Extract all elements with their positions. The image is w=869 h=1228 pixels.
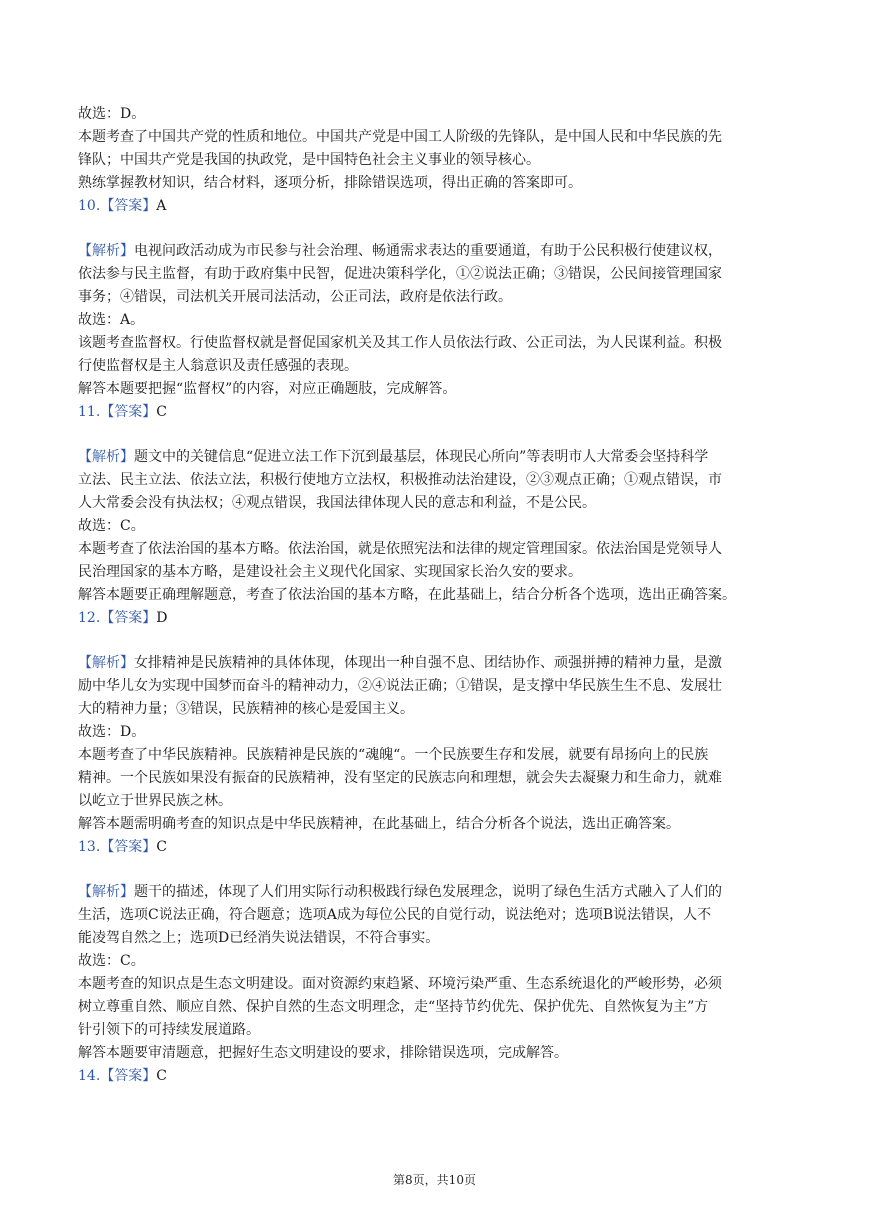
text-line: 民治理国家的基本方略，是建设社会主义现代化国家、实现国家长治久安的要求。 (78, 564, 582, 580)
text-line: 针引领下的可持续发展道路。 (78, 1022, 260, 1038)
question-number: 10. (78, 198, 101, 214)
text-line: 树立尊重自然、顺应自然、保护自然的生态文明理念，走“坚持节约优先、保护优先、自然恢复为主”方 (78, 999, 709, 1015)
text-line: 精神。一个民族如果没有振奋的民族精神，没有坚定的民族志向和理想，就会失去凝聚力和生命力，就难 (78, 770, 722, 786)
text-block (78, 103, 798, 195)
question-number: 14. (78, 1068, 101, 1084)
text-line: 以屹立于世界民族之林。 (78, 793, 232, 809)
page-footer: 第8页，共10页 (393, 1173, 476, 1187)
question-number: 12. (78, 610, 101, 626)
answer-value: D (156, 610, 168, 626)
answer-14 (78, 1065, 798, 1088)
text-line: 人大常委会没有执法权；④观点错误，我国法律体现人民的意志和利益，不是公民。 (78, 495, 596, 511)
text-line: 依法参与民主监督，有助于政府集中民智，促进决策科学化，①②说法正确；③错误，公民间接管理国家 (78, 266, 722, 282)
analysis-first-line: 题干的描述，体现了人们用实际行动积极践行绿色发展理念，说明了绿色生活方式融入了人们的 (134, 884, 722, 900)
text-line: 该题考查监督权。行使监督权就是督促国家机关及其工作人员依法行政、公正司法，为人民谋利益。积极 (78, 335, 722, 351)
text-line: 事务；④错误，司法机关开展司法活动，公正司法，政府是依法行政。 (78, 289, 512, 305)
text-line: 解答本题要正确理解题意，考查了依法治国的基本方略，在此基础上，结合分析各个选项，选出正确答案。 (78, 587, 736, 603)
analysis-tag: 【解析】 (78, 655, 134, 671)
answer-12 (78, 607, 798, 630)
answer-tag: 【答案】 (100, 839, 157, 855)
text-line: 生活，选项C说法正确，符合题意；选项A成为每位公民的自觉行动，说法绝对；选项B说法错误，人不 (78, 907, 712, 923)
answer-tag: 【答案】 (100, 610, 157, 626)
answer-11 (78, 401, 798, 424)
answer-value: C (156, 1068, 167, 1084)
answer-13 (78, 836, 798, 859)
text-line: 本题考查的知识点是生态文明建设。面对资源约束趋紧、环境污染严重、生态系统退化的严峻形势，必须 (78, 976, 722, 992)
text-line: 解答本题要审清题意，把握好生态文明建设的要求，排除错误选项，完成解答。 (78, 1045, 568, 1061)
text-line: 大的精神力量；③错误，民族精神的核心是爱国主义。 (78, 701, 414, 717)
text-line: 锋队；中国共产党是我国的执政党，是中国特色社会主义事业的领导核心。 (78, 152, 540, 168)
text-line: 解答本题需明确考查的知识点是中华民族精神，在此基础上，结合分析各个说法，选出正确答案。 (78, 816, 680, 832)
analysis-first-line: 题文中的关键信息“促进立法工作下沉到最基层，体现民心所向”等表明市人大常委会坚持科学 (134, 449, 709, 465)
page-content (78, 103, 798, 1088)
text-line: 故选：C。 (78, 953, 145, 969)
analysis-13 (78, 881, 798, 1065)
text-line: 本题考查了中国共产党的性质和地位。中国共产党是中国工人阶级的先锋队，是中国人民和中华民族的先 (78, 129, 722, 145)
answer-tag: 【答案】 (100, 1068, 157, 1084)
text-line: 熟练掌握教材知识，结合材料，逐项分析，排除错误选项，得出正确的答案即可。 (78, 175, 582, 191)
analysis-12 (78, 652, 798, 836)
analysis-tag: 【解析】 (78, 884, 134, 900)
text-line: 本题考查了中华民族精神。民族精神是民族的“魂魄“。一个民族要生存和发展，就要有昂扬向上的民族 (78, 747, 709, 763)
analysis-first-line: 女排精神是民族精神的具体体现，体现出一种自强不息、团结协作、顽强拼搏的精神力量，是激 (134, 655, 722, 671)
text-line: 故选：D。 (78, 724, 146, 740)
answer-value: C (156, 404, 167, 420)
answer-value: C (156, 839, 167, 855)
text-line: 能凌驾自然之上；选项D已经消失说法错误，不符合事实。 (78, 930, 440, 946)
answer-10 (78, 195, 798, 218)
text-line: 立法、民主立法、依法立法，积极行使地方立法权，积极推动法治建设，②③观点正确；①观点错误，市 (78, 472, 722, 488)
question-number: 13. (78, 839, 101, 855)
text-line: 励中华儿女为实现中国梦而奋斗的精神动力，②④说法正确；①错误，是支撑中华民族生生不息、发展壮 (78, 678, 722, 694)
analysis-11 (78, 446, 798, 607)
analysis-first-line: 电视问政活动成为市民参与社会治理、畅通需求表达的重要通道，有助于公民积极行使建议权， (134, 243, 722, 259)
text-line: 故选：A。 (78, 312, 145, 328)
text-line: 行使监督权是主人翁意识及责任感强的表现。 (78, 358, 358, 374)
analysis-10 (78, 240, 798, 401)
analysis-tag: 【解析】 (78, 243, 134, 259)
text-line: 本题考查了依法治国的基本方略。依法治国，就是依照宪法和法律的规定管理国家。依法治国是党领导人 (78, 541, 722, 557)
question-number: 11. (78, 404, 101, 420)
answer-tag: 【答案】 (100, 404, 157, 420)
text-line: 解答本题要把握“监督权”的内容，对应正确题肢，完成解答。 (78, 381, 457, 397)
text-line: 故选：C。 (78, 518, 145, 534)
answer-value: A (156, 198, 167, 214)
analysis-tag: 【解析】 (78, 449, 134, 465)
answer-tag: 【答案】 (100, 198, 157, 214)
text-line: 故选：D。 (78, 106, 146, 122)
